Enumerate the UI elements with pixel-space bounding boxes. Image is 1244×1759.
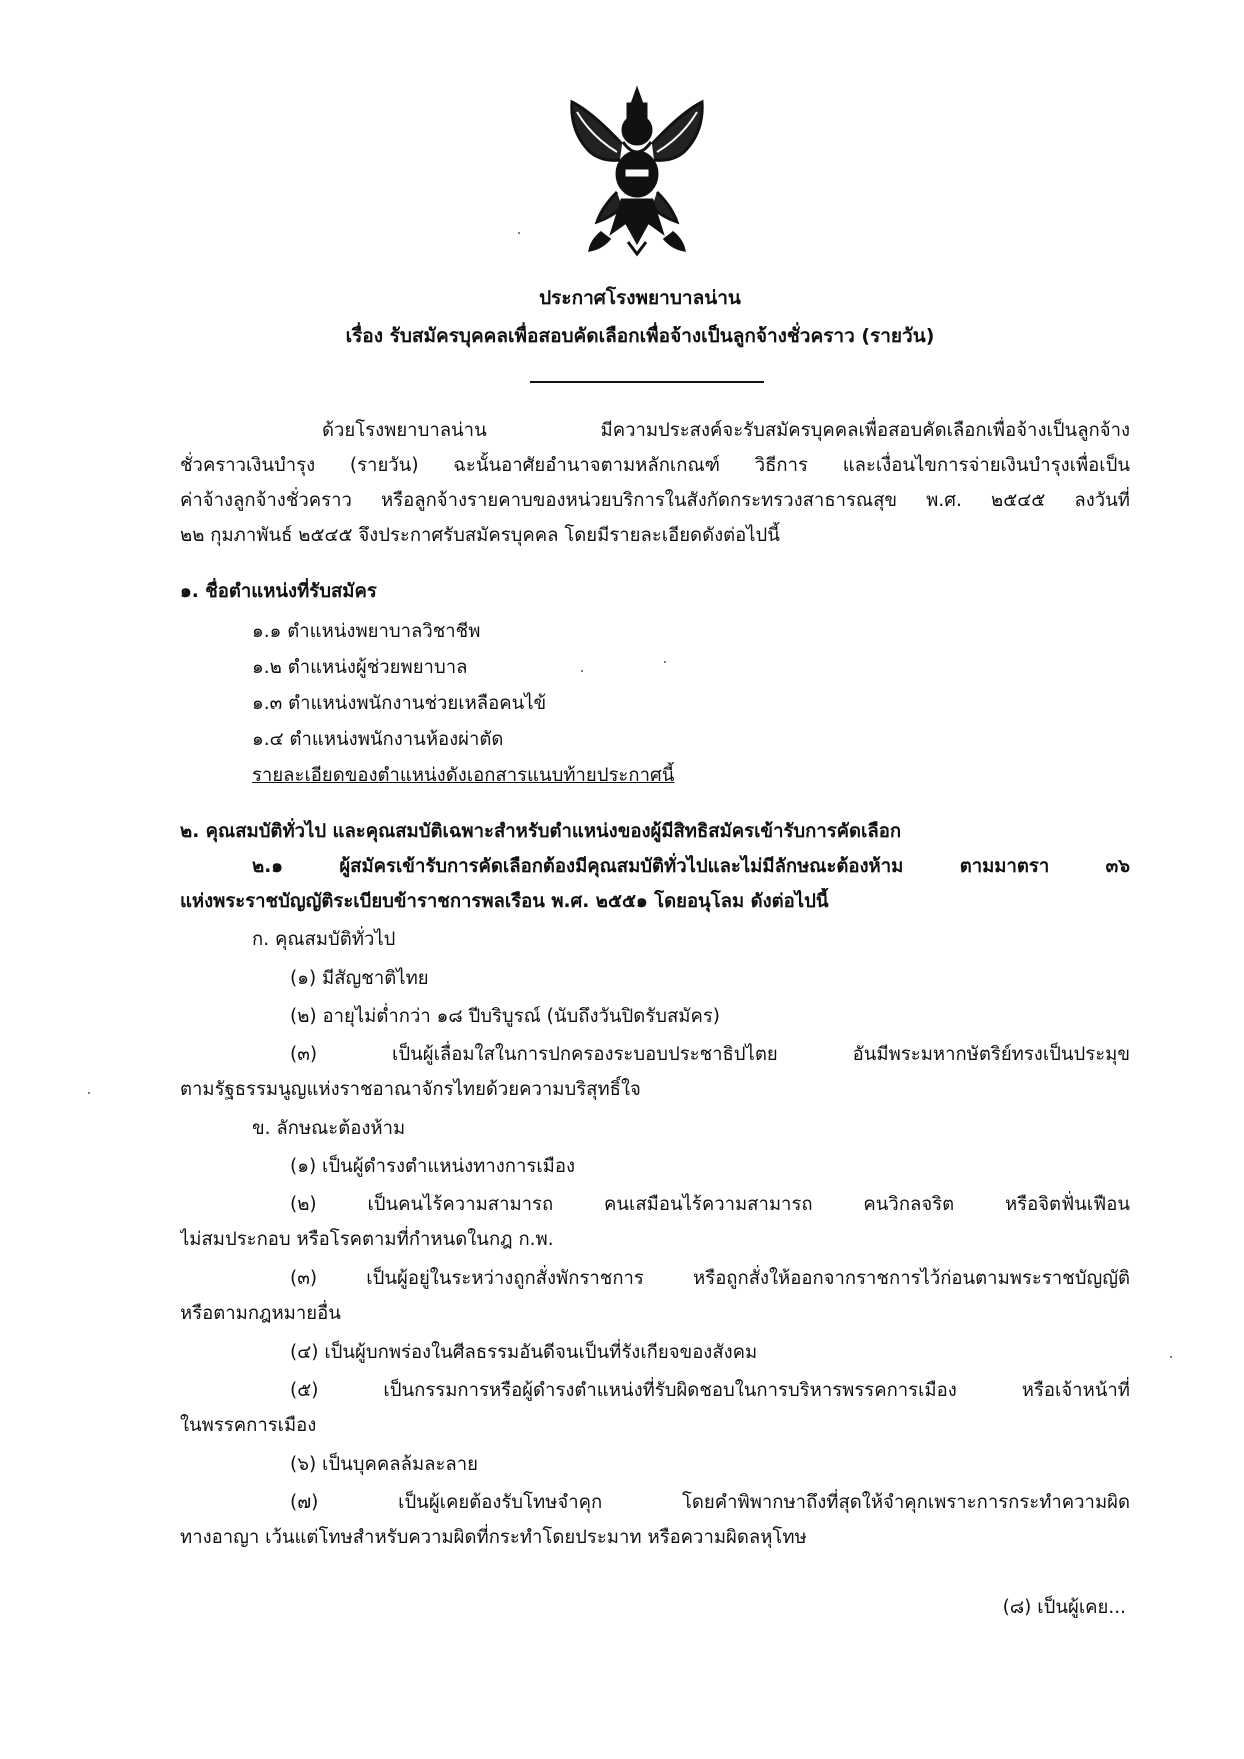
- scan-speck: [1170, 1356, 1172, 1358]
- scan-speck: [518, 232, 520, 234]
- position-item: ๑.๑ ตำแหน่งพยาบาลวิชาชีพ: [252, 621, 481, 642]
- attachment-note: รายละเอียดของตำแหน่งดังเอกสารแนบท้ายประกาศนี้: [252, 765, 675, 786]
- prohibited-item-continued: หรือตามกฎหมายอื่น: [180, 1303, 341, 1324]
- section2-sub-line-1: ๒.๑ ผู้สมัครเข้ารับการคัดเลือกต้องมีคุณสมบัติทั่วไปและไม่มีลักษณะต้องห้าม ตามมาตรา ๓๖: [252, 856, 1130, 877]
- prohibited-item: (๕) เป็นกรรมการหรือผู้ดำรงตำแหน่งที่รับผิดชอบในการบริหารพรรคการเมือง หรือเจ้าหน้าที่: [290, 1380, 1130, 1401]
- qualification-item: (๑) มีสัญชาติไทย: [290, 968, 429, 989]
- prohibited-item: (๖) เป็นบุคคลล้มละลาย: [290, 1454, 478, 1475]
- position-item: ๑.๓ ตำแหน่งพนักงานช่วยเหลือคนไข้: [252, 693, 547, 714]
- section2-heading: ๒. คุณสมบัติทั่วไป และคุณสมบัติเฉพาะสำหรับตำแหน่งของผู้มีสิทธิสมัครเข้ารับการคัดเลือก: [180, 821, 902, 842]
- prohibited-item-continued: ไม่สมประกอบ หรือโรคตามที่กำหนดในกฎ ก.พ.: [180, 1229, 554, 1250]
- prohibited-item: (๔) เป็นผู้บกพร่องในศีลธรรมอันดีจนเป็นที่รังเกียจของสังคม: [290, 1342, 758, 1363]
- intro-line-3: ค่าจ้างลูกจ้างชั่วคราว หรือลูกจ้างรายคาบของหน่วยบริการในสังกัดกระทรวงสาธารณสุข พ.ศ. ๒๕๔๕ ลงวันที่: [180, 490, 1130, 511]
- qualification-item: (๓) เป็นผู้เลื่อมใสในการปกครองระบอบประชาธิปไตย อันมีพระมหากษัตริย์ทรงเป็นประมุข: [290, 1044, 1130, 1065]
- section2-sub-line-2: แห่งพระราชบัญญัติระเบียบข้าราชการพลเรือน พ.ศ. ๒๕๕๑ โดยอนุโลม ดังต่อไปนี้: [180, 891, 829, 912]
- prohibited-item: (๗) เป็นผู้เคยต้องรับโทษจำคุก โดยคำพิพากษาถึงที่สุดให้จำคุกเพราะการกระทำความผิด: [290, 1492, 1130, 1513]
- document-subject: เรื่อง รับสมัครบุคคลเพื่อสอบคัดเลือกเพื่อจ้างเป็นลูกจ้างชั่วคราว (รายวัน): [345, 325, 935, 347]
- continuation-marker: (๘) เป็นผู้เคย...: [1002, 1597, 1126, 1618]
- intro-line-4: ๒๒ กุมภาพันธ์ ๒๕๔๕ จึงประกาศรับสมัครบุคคล โดยมีรายละเอียดดังต่อไปนี้: [180, 525, 780, 546]
- position-item: ๑.๔ ตำแหน่งพนักงานห้องผ่าตัด: [252, 729, 504, 750]
- document-title: ประกาศโรงพยาบาลน่าน: [539, 287, 741, 309]
- prohibited-item-continued: ทางอาญา เว้นแต่โทษสำหรับความผิดที่กระทำโดยประมาท หรือความผิดลหุโทษ: [180, 1527, 807, 1548]
- prohibited-item: (๓) เป็นผู้อยู่ในระหว่างถูกสั่งพักราชการ หรือถูกสั่งให้ออกจากราชการไว้ก่อนตามพระราชบัญญัติ: [290, 1268, 1130, 1289]
- scan-speck: [581, 670, 583, 672]
- section1-heading: ๑. ชื่อตำแหน่งที่รับสมัคร: [180, 581, 377, 602]
- prohibited-heading: ข. ลักษณะต้องห้าม: [252, 1118, 406, 1139]
- prohibited-item-continued: ในพรรคการเมือง: [180, 1415, 317, 1436]
- prohibited-item: (๑) เป็นผู้ดำรงตำแหน่งทางการเมือง: [290, 1156, 575, 1177]
- title-divider: [530, 381, 764, 383]
- scan-speck: [88, 1092, 90, 1094]
- scan-speck: [664, 661, 666, 663]
- position-item: ๑.๒ ตำแหน่งผู้ช่วยพยาบาล: [252, 657, 468, 678]
- intro-line-2: ชั่วคราวเงินบำรุง (รายวัน) ฉะนั้นอาศัยอำนาจตามหลักเกณฑ์ วิธีการ และเงื่อนไขการจ่ายเงินบำรุงเพื่อเป็น: [180, 455, 1130, 476]
- prohibited-item: (๒) เป็นคนไร้ความสามารถ คนเสมือนไร้ความสามารถ คนวิกลจริต หรือจิตฟั่นเฟือน: [290, 1194, 1130, 1215]
- garuda-emblem-icon: [562, 82, 712, 257]
- qualification-item-continued: ตามรัฐธรรมนูญแห่งราชอาณาจักรไทยด้วยความบริสุทธิ์ใจ: [180, 1079, 641, 1100]
- qualification-item: (๒) อายุไม่ต่ำกว่า ๑๘ ปีบริบูรณ์ (นับถึงวันปิดรับสมัคร): [290, 1006, 720, 1027]
- intro-line-1: ด้วยโรงพยาบาลน่าน มีความประสงค์จะรับสมัครบุคคลเพื่อสอบคัดเลือกเพื่อจ้างเป็นลูกจ้าง: [322, 420, 1130, 441]
- general-qualifications-heading: ก. คุณสมบัติทั่วไป: [252, 929, 396, 950]
